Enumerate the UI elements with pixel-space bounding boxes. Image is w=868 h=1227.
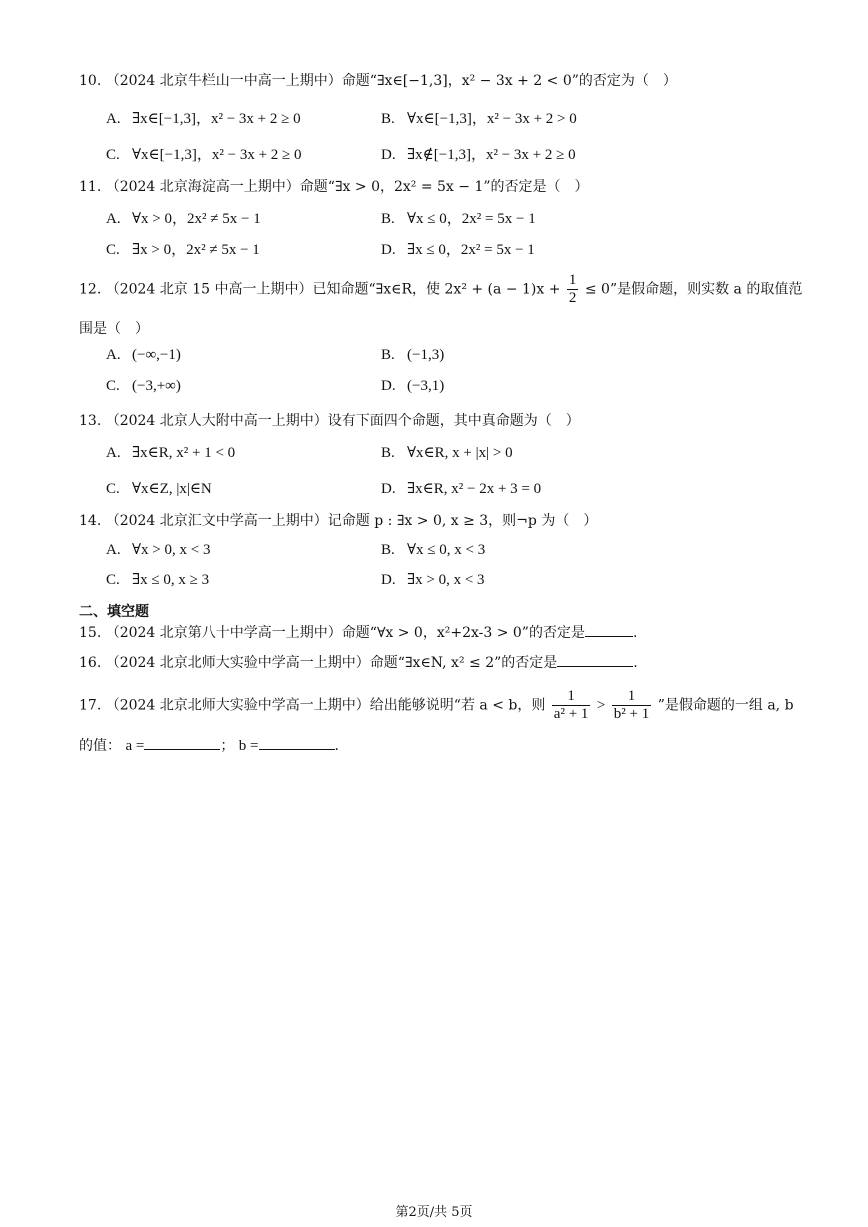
page-footer: 第2页/共 5页 — [395, 1205, 473, 1220]
stem-text: 的值： — [79, 738, 121, 754]
question-12-option-d — [381, 378, 444, 395]
option-label: A. — [106, 211, 121, 227]
option-label: D. — [381, 242, 396, 258]
option-text: ∀x > 0, x < 3 — [132, 542, 211, 558]
stem-end: . — [632, 625, 638, 641]
option-label: D. — [381, 147, 396, 163]
fraction-left — [552, 688, 591, 723]
option-label: A. — [106, 111, 121, 127]
stem-end: . — [633, 655, 638, 671]
question-17-line2 — [79, 735, 339, 755]
question-14-option-a — [106, 540, 210, 559]
option-label: D. — [381, 481, 396, 497]
stem-text-pre: 12. （2024 北京 15 中高一上期中）已知命题“∃x∈R，使 2x² + (a − 1)x + — [79, 281, 561, 298]
separator: ； — [220, 738, 235, 754]
option-label: A. — [106, 542, 121, 558]
fraction-numerator: 1 — [568, 272, 577, 288]
option-label: C. — [106, 242, 120, 258]
greater-than-sign: > — [596, 697, 606, 714]
fraction-denominator: b² + 1 — [613, 706, 650, 722]
option-text: ∀x∈R, x + |x| > 0 — [407, 445, 513, 461]
option-text: ∃x∈R, x² + 1 < 0 — [132, 445, 236, 461]
option-text: ∃x ≤ 0，2x² = 5x − 1 — [407, 242, 535, 258]
stem-text: 16. （2024 北京北师大实验中学高一上期中）命题“∃x∈N, x² ≤ 2”的否定是 — [79, 655, 558, 671]
question-12-stem — [79, 272, 802, 307]
option-text: ∃x∉[−1,3]，x² − 3x + 2 ≥ 0 — [407, 147, 576, 163]
question-12-option-b — [381, 347, 444, 364]
question-12-option-a — [106, 347, 181, 364]
option-label: B. — [381, 542, 395, 558]
fraction-denominator: 2 — [568, 290, 577, 306]
question-11-option-b — [381, 207, 536, 228]
fraction-numerator: 1 — [612, 688, 651, 706]
stem-end: . — [334, 738, 339, 754]
option-label: A. — [106, 445, 121, 461]
option-text: ∀x∈[−1,3]，x² − 3x + 2 ≥ 0 — [132, 147, 302, 163]
question-13-option-d — [381, 479, 541, 498]
option-label: C. — [106, 481, 120, 497]
question-12-option-c — [106, 378, 181, 395]
question-11-option-d — [381, 238, 535, 259]
option-label: D. — [381, 572, 396, 588]
option-label: D. — [381, 378, 396, 394]
answer-blank-b — [259, 747, 335, 750]
question-13-option-a — [106, 443, 235, 462]
question-11-option-a — [106, 207, 261, 228]
section-heading-fill-in: 二、填空题 — [79, 604, 149, 620]
option-text: (−∞,−1) — [132, 347, 181, 363]
question-11-option-c — [106, 238, 260, 259]
option-label: C. — [106, 378, 120, 394]
option-text: ∀x∈[−1,3]，x² − 3x + 2 > 0 — [407, 111, 577, 127]
option-text: ∃x∈R, x² − 2x + 3 = 0 — [407, 481, 542, 497]
option-label: C. — [106, 572, 120, 588]
option-text: ∃x > 0，2x² ≠ 5x − 1 — [132, 242, 260, 258]
question-13-option-b — [381, 443, 513, 462]
option-text: ∃x∈[−1,3]，x² − 3x + 2 ≥ 0 — [132, 111, 301, 127]
question-14-stem: 14. （2024 北京汇文中学高一上期中）记命题 p : ∃x > 0, x ≥ 3，则¬p 为（ ） — [79, 513, 598, 529]
option-text: ∀x ≤ 0，2x² = 5x − 1 — [407, 211, 536, 227]
question-10-option-c — [106, 143, 302, 164]
answer-blank — [557, 664, 633, 667]
option-text: (−3,+∞) — [132, 378, 181, 394]
option-text: (−3,1) — [407, 378, 445, 394]
option-text: ∃x ≤ 0, x ≥ 3 — [132, 572, 210, 588]
option-label: B. — [381, 347, 395, 363]
question-16-stem — [79, 652, 638, 672]
question-14-option-b — [381, 540, 485, 559]
option-label: B. — [381, 445, 395, 461]
b-label: b = — [238, 738, 259, 754]
question-10-option-d — [381, 143, 576, 164]
question-11-stem: 11. （2024 北京海淀高一上期中）命题“∃x > 0，2x² = 5x − 1”的否定是（ ） — [79, 179, 589, 195]
question-10-option-a — [106, 107, 301, 128]
question-14-option-c — [106, 570, 209, 589]
option-text: ∀x > 0，2x² ≠ 5x − 1 — [132, 211, 261, 227]
fraction-one-half — [567, 272, 579, 307]
a-label: a = — [125, 738, 145, 754]
fraction-right — [612, 688, 651, 723]
fraction-denominator: a² + 1 — [553, 706, 589, 722]
stem-text-post: ≤ 0”是假命题，则实数 a 的取值范 — [584, 281, 803, 298]
question-10-stem: 10. （2024 北京牛栏山一中高一上期中）命题“∃x∈[−1,3]，x² − 3x + 2 < 0”的否定为（ ） — [79, 73, 677, 89]
answer-blank — [585, 634, 633, 637]
question-15-stem — [79, 622, 637, 642]
option-label: A. — [106, 347, 121, 363]
question-12-stem-line2: 围是（ ） — [79, 321, 149, 337]
fraction-numerator: 1 — [552, 688, 591, 706]
question-14-option-d — [381, 570, 485, 589]
question-10-option-b — [381, 107, 577, 128]
question-13-stem: 13. （2024 北京人大附中高一上期中）设有下面四个命题，其中真命题为（ ） — [79, 413, 580, 429]
answer-blank-a — [144, 747, 220, 750]
question-17-stem — [79, 688, 794, 723]
option-text: (−1,3) — [407, 347, 445, 363]
option-label: B. — [381, 211, 395, 227]
stem-text-pre: 17. （2024 北京北师大实验中学高一上期中）给出能够说明“若 a < b，则 — [79, 697, 546, 714]
option-label: C. — [106, 147, 120, 163]
question-13-option-c — [106, 479, 212, 498]
option-label: B. — [381, 111, 395, 127]
stem-text-post: ”是假命题的一组 a, b — [657, 697, 794, 714]
stem-text: 15. （2024 北京第八十中学高一上期中）命题“∀x > 0，x²+2x-3 > 0”的否定是 — [79, 625, 585, 641]
option-text: ∀x∈Z, |x|∈N — [132, 481, 212, 497]
option-text: ∀x ≤ 0, x < 3 — [407, 542, 486, 558]
option-text: ∃x > 0, x < 3 — [407, 572, 485, 588]
